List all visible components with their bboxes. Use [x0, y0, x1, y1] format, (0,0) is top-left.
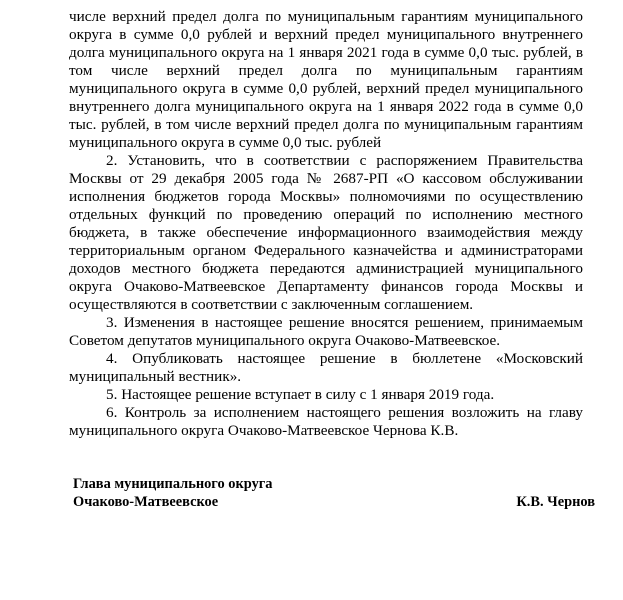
paragraph-item-6: 6. Контроль за исполнением настоящего решения возложить на главу муниципального округа Очаково-Матвеевское Чернова К.В. — [69, 404, 583, 439]
paragraph-continuation: числе верхний предел долга по муниципальным гарантиям муниципального округа в сумме 0,0 рублей и верхний предел муниципального внутреннего долга муниципального округа на 1 января 2021 года в сумме 0,0 тыс. рублей, в том числе верхний предел долга по муниципальным гарантиям муниципального округа в сумме 0,0 рублей, верхний предел муниципального внутреннего долга муниципального округа на 1 января 2022 года в сумме 0,0 тыс. рублей, в том числе верхний предел долга по муниципальным гарантиям муниципального округа в сумме 0,0 тыс. рублей — [69, 8, 583, 151]
paragraph-item-2: 2. Установить, что в соответствии с распоряжением Правительства Москвы от 29 декабря 2005 года № 2687-РП «О кассовом обслуживании исполнения бюджетов города Москвы» полномочиями по осуществлению отдельных функций по проведению операций по исполнению местного бюджета, в также обеспечение информационного взаимодействия между территориальным органом Федерального казначейства и администраторами доходов местного бюджета передаются администрацией муниципального округа Очаково-Матвеевское Департаменту финансов города Москвы и осуществляются в соответствии с заключенным соглашением. — [69, 152, 583, 313]
paragraph-item-3: 3. Изменения в настоящее решение вносятся решением, принимаемым Советом депутатов муниципального округа Очаково-Матвеевское. — [69, 314, 583, 349]
paragraph-item-4: 4. Опубликовать настоящее решение в бюллетене «Московский муниципальный вестник». — [69, 350, 583, 385]
signatory-title-line1: Глава муниципального округа — [73, 476, 273, 492]
paragraph-item-5: 5. Настоящее решение вступает в силу с 1 января 2019 года. — [106, 386, 495, 403]
signatory-name: К.В. Чернов — [516, 493, 595, 510]
signature-block — [73, 476, 595, 511]
signature-row — [73, 494, 595, 512]
document-body — [69, 8, 583, 440]
signatory-title-line2: Очаково-Матвеевское — [73, 493, 219, 510]
